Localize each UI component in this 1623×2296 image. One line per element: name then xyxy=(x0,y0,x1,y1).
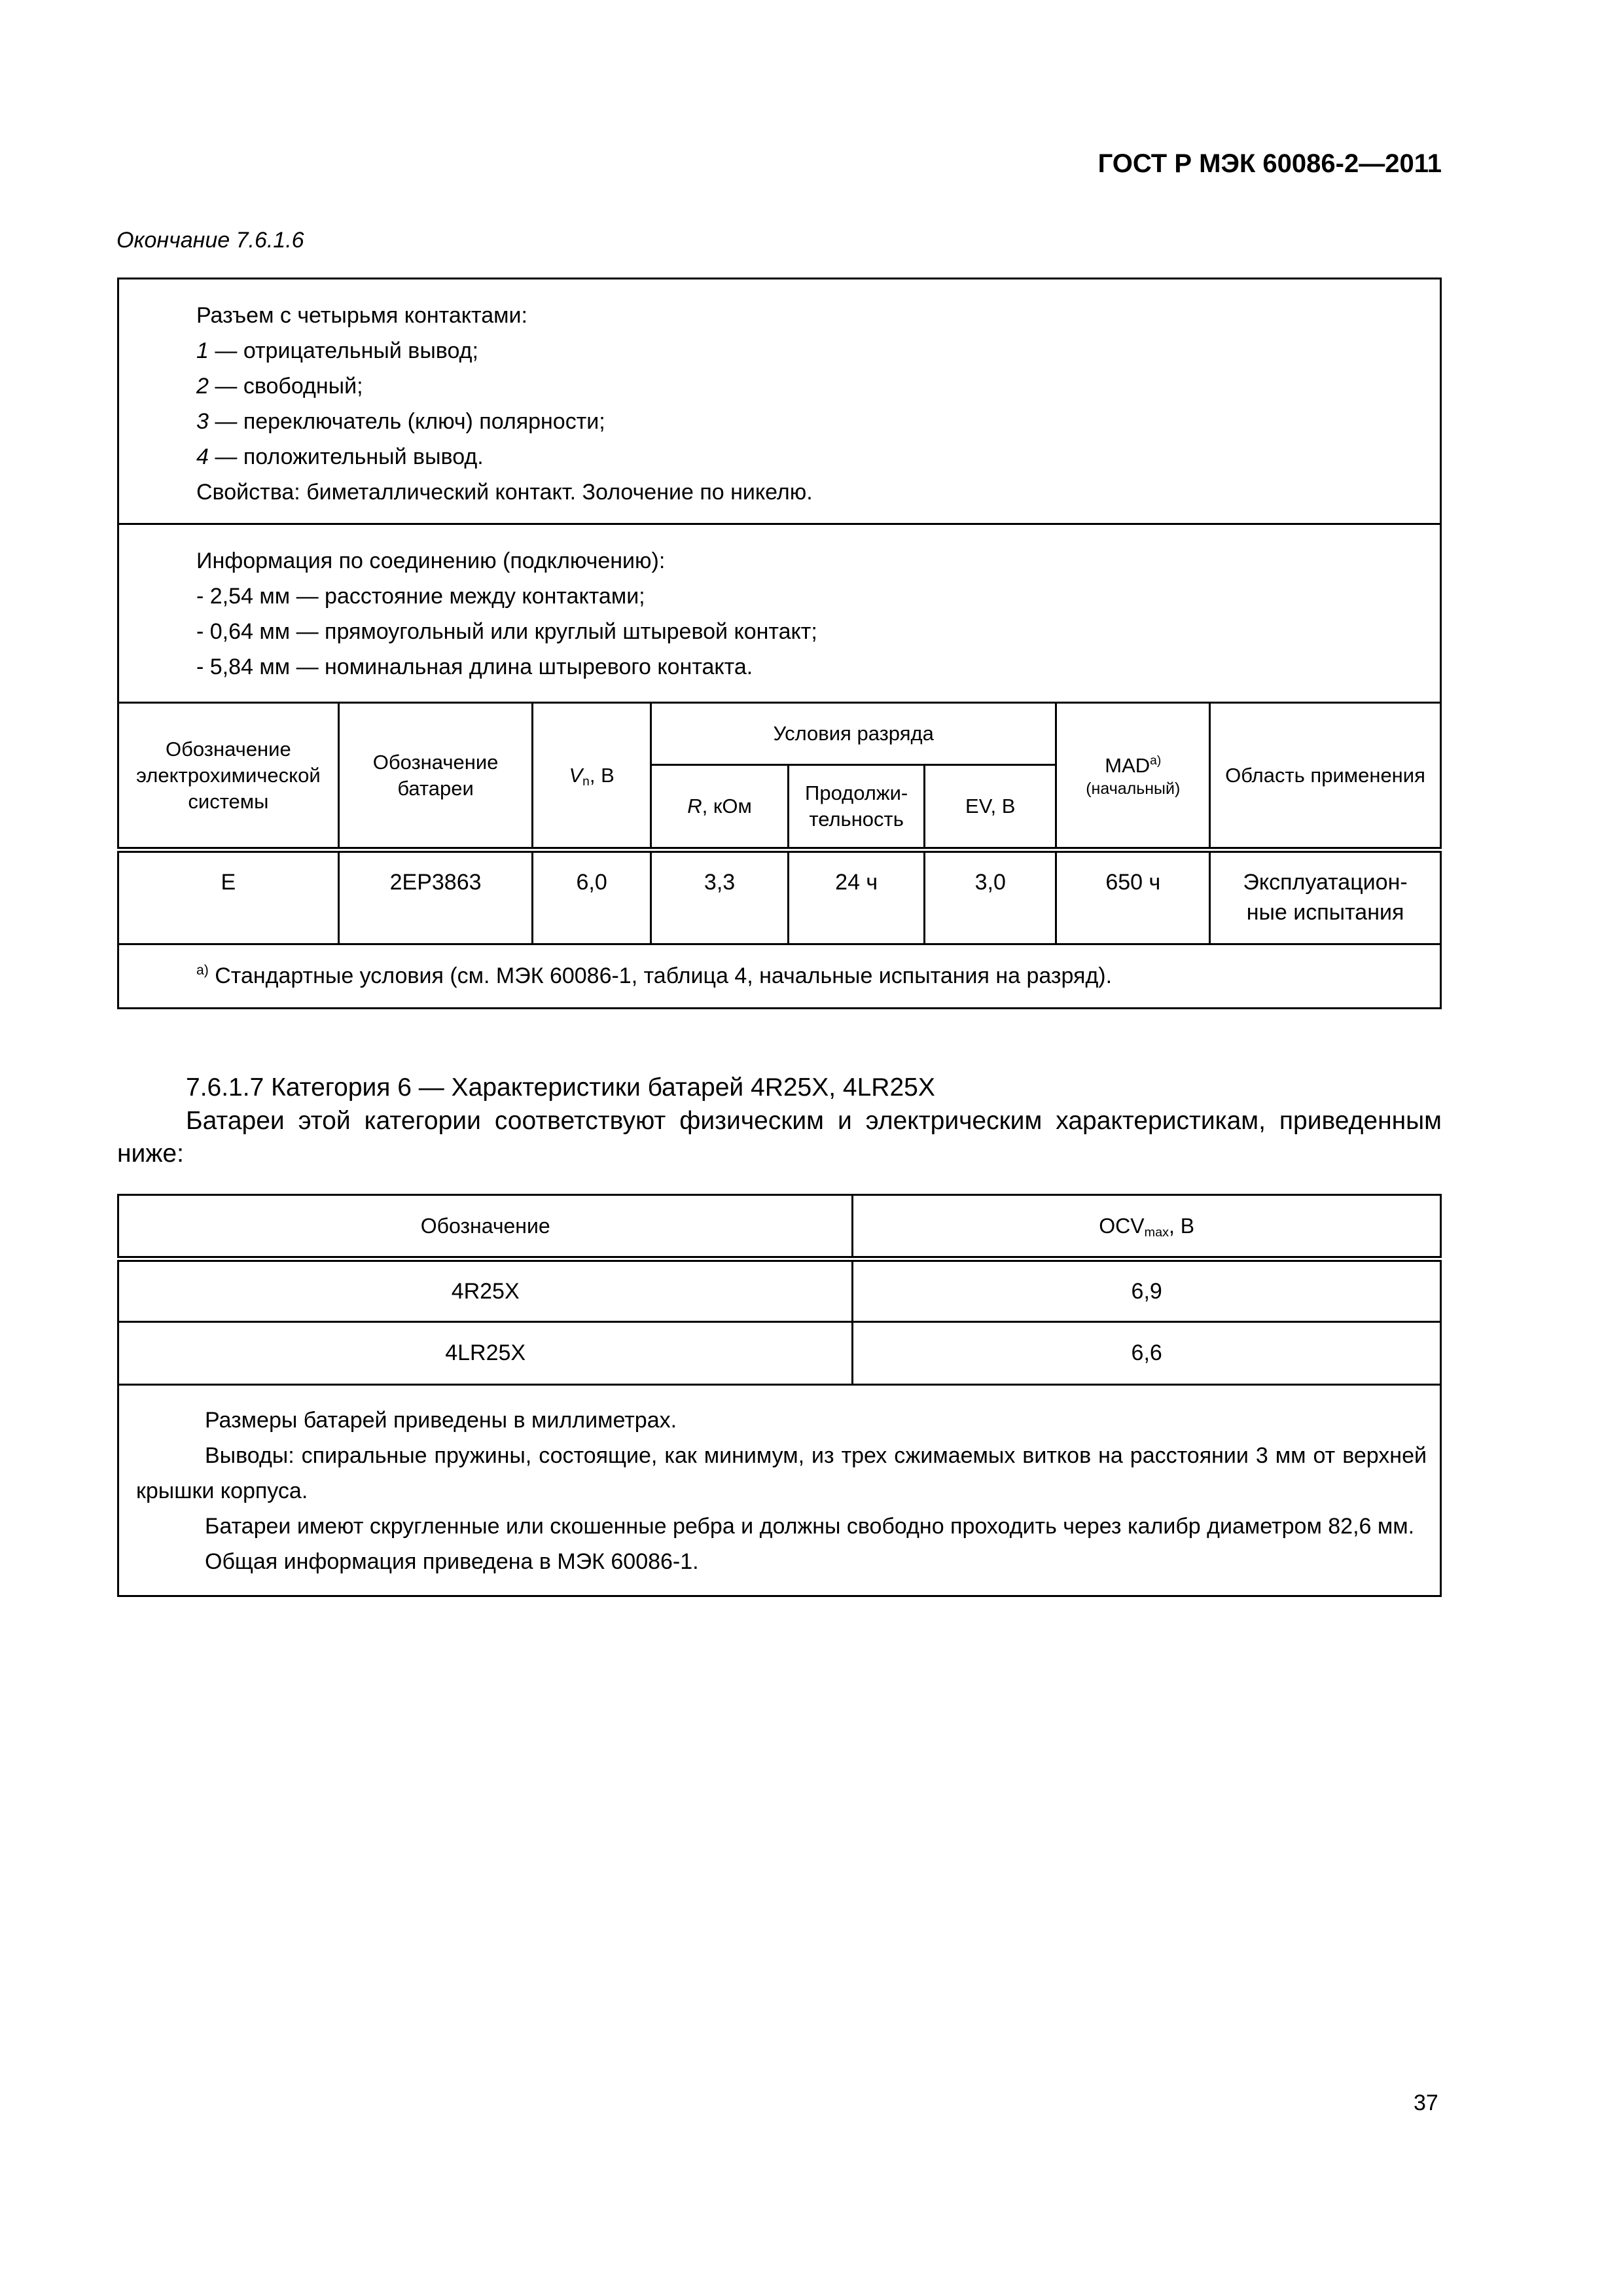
connector-item xyxy=(196,404,1427,439)
section-paragraph: Батареи этой категории соответствуют физическим и электрическим характеристикам, приведенным ниже: xyxy=(117,1107,1442,1168)
header-battery-designation: Обозначение батареи xyxy=(338,703,533,850)
connector-item-text: — переключатель (ключ) полярности; xyxy=(208,409,605,434)
continuation-label: Окончание 7.6.1.6 xyxy=(116,228,304,253)
connection-info-cell xyxy=(118,524,1441,703)
page-number: 37 xyxy=(1414,2090,1438,2115)
connector-item-num: 3 xyxy=(196,409,209,434)
cell-system: E xyxy=(118,850,339,944)
row-designation: 4LR25X xyxy=(118,1322,853,1385)
header-nominal-voltage: $V_n$, В xyxy=(533,703,651,850)
row-ocv: 6,6 xyxy=(853,1322,1441,1385)
connection-line: - 5,84 мм — номинальная длина штыревого контакта. xyxy=(196,655,753,679)
connector-item-text: — отрицательный вывод; xyxy=(208,338,478,363)
cell-end-voltage: 3,0 xyxy=(925,850,1056,944)
ocv-table xyxy=(117,1194,1442,1597)
connector-item xyxy=(196,368,1427,404)
connector-info-cell xyxy=(118,279,1441,524)
header-electrochem-system: Обозначение электрохимической системы xyxy=(118,703,339,850)
cell-duration: 24 ч xyxy=(789,850,925,944)
header-discharge-conditions: Условия разряда xyxy=(651,703,1056,765)
cell-battery: 2EP3863 xyxy=(338,850,533,944)
note-paragraph: Общая информация приведена в МЭК 60086-1. xyxy=(205,1549,699,1574)
note-paragraph: Батареи имеют скругленные или скошенные ребра и должны свободно проходить через калибр диаметром 82,6 мм. xyxy=(205,1514,1415,1539)
cell-application: Эксплуатацион-ные испытания xyxy=(1210,850,1441,944)
row-designation: 4R25X xyxy=(118,1259,853,1322)
connection-line: - 2,54 мм — расстояние между контактами; xyxy=(196,584,645,609)
notes-cell xyxy=(118,1385,1441,1596)
connector-title: Разъем с четырьмя контактами: xyxy=(196,303,527,328)
cell-mad: 650 ч xyxy=(1056,850,1210,944)
cell-voltage: 6,0 xyxy=(533,850,651,944)
note-paragraph: Выводы: спиральные пружины, состоящие, как минимум, из трех сжимаемых витков на расстоянии 3 мм от верхней крышки корпуса. xyxy=(136,1443,1427,1503)
connector-item-text: — свободный; xyxy=(208,374,363,399)
mad-note: (начальный) xyxy=(1086,779,1181,798)
cell-resistance: 3,3 xyxy=(651,850,788,944)
connector-item xyxy=(196,439,1427,475)
header-resistance: R, кОм xyxy=(651,765,788,850)
document-code: ГОСТ Р МЭК 60086-2—2011 xyxy=(1097,149,1442,178)
connection-title: Информация по соединению (подключению): xyxy=(196,548,666,573)
connector-item-num: 4 xyxy=(196,444,209,469)
row-ocv: 6,9 xyxy=(853,1259,1441,1322)
header-duration: Продолжи-тельность xyxy=(789,765,925,850)
header-mad: MAD$^{a)}$ (начальный) xyxy=(1056,703,1210,850)
table-footnote: $^{a)}$ Стандартные условия (см. МЭК 60086-1, таблица 4, начальные испытания на разряд). xyxy=(118,944,1441,1009)
connector-item-num: 2 xyxy=(196,374,209,399)
table-row xyxy=(118,1259,1441,1322)
note-paragraph: Размеры батарей приведены в миллиметрах. xyxy=(205,1408,677,1433)
connector-properties: Свойства: биметаллический контакт. Золочение по никелю. xyxy=(196,480,813,505)
section-heading: 7.6.1.7 Категория 6 — Характеристики батарей 4R25X, 4LR25X xyxy=(186,1073,935,1102)
header-designation: Обозначение xyxy=(118,1195,853,1259)
header-ocv-max: $OCV_{max}$, В xyxy=(853,1195,1441,1259)
table-row xyxy=(118,1322,1441,1385)
connector-item xyxy=(196,333,1427,368)
connector-item-num: 1 xyxy=(196,338,209,363)
connector-item-text: — положительный вывод. xyxy=(208,444,484,469)
header-end-voltage: EV, В xyxy=(925,765,1056,850)
battery-spec-table xyxy=(117,278,1442,1009)
header-application-area: Область применения xyxy=(1210,703,1441,850)
connection-line: - 0,64 мм — прямоугольный или круглый штыревой контакт; xyxy=(196,619,817,644)
